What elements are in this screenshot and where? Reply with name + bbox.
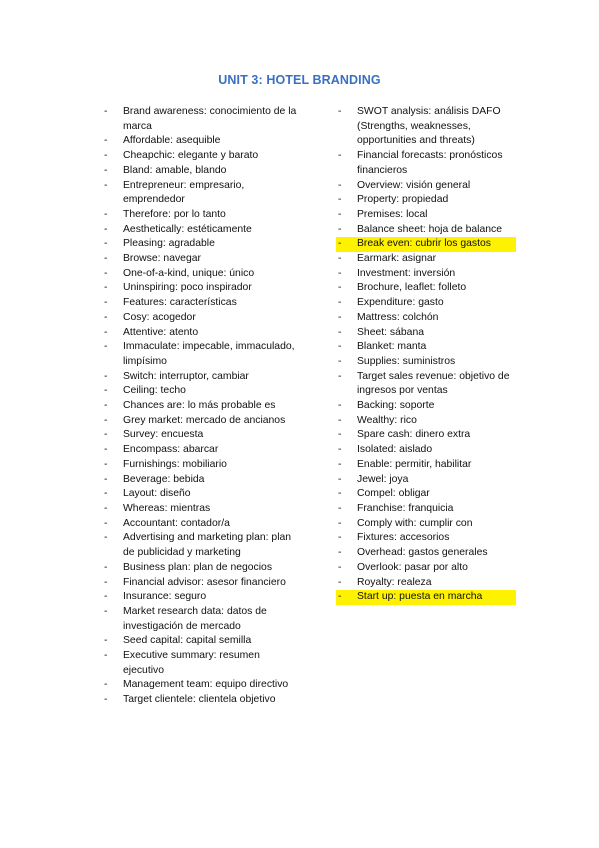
bullet-dash: - xyxy=(104,326,108,338)
bullet-dash: - xyxy=(338,444,342,456)
vocabulary-item xyxy=(336,531,516,546)
vocabulary-item xyxy=(336,296,516,311)
bullet-dash: - xyxy=(104,238,108,250)
term-text: Encompass: abarcar xyxy=(123,444,219,456)
term-text: Entrepreneur: empresario, emprendedor xyxy=(123,179,245,206)
vocabulary-item xyxy=(102,473,297,488)
vocabulary-item xyxy=(336,590,516,605)
term-text: Cosy: acogedor xyxy=(123,311,196,323)
term-text: SWOT analysis: análisis DAFO (Strengths, weaknesses, opportunities and threats) xyxy=(357,106,501,147)
term-text: Property: propiedad xyxy=(357,194,449,206)
bullet-dash: - xyxy=(338,473,342,485)
vocabulary-item xyxy=(336,487,516,502)
term-text: Overhead: gastos generales xyxy=(357,547,488,559)
vocabulary-item xyxy=(102,428,297,443)
vocabulary-item xyxy=(102,399,297,414)
term-text: Target sales revenue: objetivo de ingresos por ventas xyxy=(357,370,510,397)
vocabulary-item xyxy=(336,399,516,414)
bullet-dash: - xyxy=(104,694,108,706)
bullet-dash: - xyxy=(104,576,108,588)
vocabulary-item xyxy=(336,576,516,591)
bullet-dash: - xyxy=(104,561,108,573)
bullet-dash: - xyxy=(338,106,342,117)
bullet-dash: - xyxy=(104,311,108,323)
vocabulary-item xyxy=(102,223,297,238)
vocabulary-item xyxy=(102,649,297,678)
bullet-dash: - xyxy=(338,502,342,514)
term-text: Jewel: joya xyxy=(357,473,409,485)
bullet-dash: - xyxy=(104,297,108,309)
term-text: Attentive: atento xyxy=(123,326,199,338)
term-text: Immaculate: impecable, immaculado, limpísimo xyxy=(123,341,295,367)
vocabulary-item xyxy=(102,502,297,517)
term-text: Premises: local xyxy=(357,208,428,220)
vocabulary-item xyxy=(102,590,297,605)
bullet-dash: - xyxy=(104,679,108,691)
term-text: Affordable: asequible xyxy=(123,135,221,147)
term-text: Balance sheet: hoja de balance xyxy=(357,223,503,235)
term-text: Switch: interruptor, cambiar xyxy=(123,370,249,382)
vocabulary-list-right xyxy=(336,105,516,605)
vocabulary-item xyxy=(102,237,297,252)
vocabulary-item xyxy=(336,546,516,561)
term-text: Spare cash: dinero extra xyxy=(357,429,471,441)
term-text: Advertising and marketing plan: plan de publicidad y marketing xyxy=(123,532,292,559)
bullet-dash: - xyxy=(104,385,108,397)
vocabulary-item xyxy=(336,267,516,282)
bullet-dash: - xyxy=(338,400,342,412)
bullet-dash: - xyxy=(338,179,342,191)
term-text: Franchise: franquicia xyxy=(357,502,454,514)
vocabulary-item xyxy=(336,473,516,488)
term-text: Beverage: bebida xyxy=(123,473,205,485)
vocabulary-item xyxy=(102,634,297,649)
bullet-dash: - xyxy=(104,473,108,485)
vocabulary-item xyxy=(336,193,516,208)
bullet-dash: - xyxy=(104,517,108,529)
vocabulary-item xyxy=(336,370,516,399)
term-text: Expenditure: gasto xyxy=(357,297,444,309)
term-text: Uninspiring: poco inspirador xyxy=(123,282,252,294)
vocabulary-item xyxy=(336,149,516,178)
term-text: Target clientele: clientela objetivo xyxy=(123,694,276,706)
vocabulary-list-left xyxy=(102,105,297,708)
highlighted-term: Start up: puesta en marcha xyxy=(357,590,516,605)
term-text: Pleasing: agradable xyxy=(123,238,215,250)
term-text: Financial advisor: asesor financiero xyxy=(123,576,286,588)
vocabulary-item xyxy=(102,149,297,164)
bullet-dash: - xyxy=(338,194,342,206)
bullet-dash: - xyxy=(104,532,108,544)
bullet-dash: - xyxy=(104,179,108,191)
term-text: Business plan: plan de negocios xyxy=(123,561,273,573)
vocabulary-item xyxy=(102,517,297,532)
page-title: UNIT 3: HOTEL BRANDING xyxy=(218,73,381,87)
bullet-dash: - xyxy=(338,223,342,235)
bullet-dash: - xyxy=(104,414,108,426)
vocabulary-item xyxy=(102,458,297,473)
vocabulary-item xyxy=(102,693,297,708)
bullet-dash: - xyxy=(104,267,108,279)
bullet-dash: - xyxy=(338,547,342,559)
vocabulary-item xyxy=(102,561,297,576)
term-text: Mattress: colchón xyxy=(357,311,439,323)
term-text: Overlook: pasar por alto xyxy=(357,561,468,573)
term-text: Supplies: suministros xyxy=(357,355,456,367)
bullet-dash: - xyxy=(104,458,108,470)
term-text: Insurance: seguro xyxy=(123,591,207,603)
vocabulary-item xyxy=(102,340,297,369)
term-text: Brochure, leaflet: folleto xyxy=(357,282,467,294)
bullet-dash: - xyxy=(104,341,108,353)
bullet-dash: - xyxy=(104,635,108,647)
bullet-dash: - xyxy=(104,282,108,294)
vocabulary-item xyxy=(102,267,297,282)
bullet-dash: - xyxy=(336,590,357,605)
term-text: Executive summary: resumen ejecutivo xyxy=(123,650,260,676)
vocabulary-item xyxy=(336,517,516,532)
vocabulary-item xyxy=(336,340,516,355)
term-text: Enable: permitir, habilitar xyxy=(357,458,472,470)
bullet-dash: - xyxy=(338,561,342,573)
vocabulary-item xyxy=(336,237,516,252)
vocabulary-item xyxy=(336,355,516,370)
vocabulary-item xyxy=(336,561,516,576)
term-text: Browse: navegar xyxy=(123,253,201,265)
term-text: Blanket: manta xyxy=(357,341,427,353)
term-text: Investment: inversión xyxy=(357,267,456,279)
bullet-dash: - xyxy=(338,488,342,500)
term-text: Whereas: mientras xyxy=(123,502,211,514)
vocabulary-item xyxy=(102,414,297,429)
vocabulary-item xyxy=(336,458,516,473)
term-text: Layout: diseño xyxy=(123,488,191,500)
vocabulary-item xyxy=(102,384,297,399)
term-text: Wealthy: rico xyxy=(357,414,417,426)
bullet-dash: - xyxy=(104,400,108,412)
term-text: Brand awareness: conocimiento de la marca xyxy=(123,106,297,132)
bullet-dash: - xyxy=(104,253,108,265)
vocabulary-item xyxy=(102,678,297,693)
bullet-dash: - xyxy=(104,429,108,441)
term-text: Sheet: sábana xyxy=(357,326,425,338)
vocabulary-item xyxy=(102,326,297,341)
bullet-dash: - xyxy=(338,458,342,470)
term-text: Furnishings: mobiliario xyxy=(123,458,227,470)
vocabulary-item xyxy=(336,311,516,326)
vocabulary-item xyxy=(102,134,297,149)
bullet-dash: - xyxy=(338,355,342,367)
bullet-dash: - xyxy=(104,208,108,220)
term-text: Financial forecasts: pronósticos financieros xyxy=(357,150,503,176)
vocabulary-item xyxy=(102,605,297,634)
term-text: One-of-a-kind, unique: único xyxy=(123,267,255,279)
bullet-dash: - xyxy=(104,591,108,603)
vocabulary-item xyxy=(102,296,297,311)
term-text: Accountant: contador/a xyxy=(123,517,230,529)
bullet-dash: - xyxy=(104,135,108,147)
vocabulary-item xyxy=(336,414,516,429)
vocabulary-item xyxy=(336,428,516,443)
bullet-dash: - xyxy=(104,502,108,514)
bullet-dash: - xyxy=(338,253,342,265)
bullet-dash: - xyxy=(338,282,342,294)
bullet-dash: - xyxy=(104,370,108,382)
term-text: Cheapchic: elegante y barato xyxy=(123,150,259,162)
bullet-dash: - xyxy=(104,164,108,176)
term-text: Earmark: asignar xyxy=(357,253,437,265)
term-text: Backing: soporte xyxy=(357,400,435,412)
vocabulary-item xyxy=(102,531,297,560)
term-text: Market research data: datos de investigación de mercado xyxy=(123,605,267,632)
vocabulary-item xyxy=(102,105,297,134)
vocabulary-item xyxy=(336,281,516,296)
vocabulary-item xyxy=(336,443,516,458)
term-text: Overview: visión general xyxy=(357,179,471,191)
bullet-dash: - xyxy=(338,208,342,220)
bullet-dash: - xyxy=(338,532,342,544)
term-text: Comply with: cumplir con xyxy=(357,517,473,529)
vocabulary-item xyxy=(102,311,297,326)
bullet-dash: - xyxy=(336,237,357,252)
bullet-dash: - xyxy=(104,488,108,500)
vocabulary-item xyxy=(336,326,516,341)
vocabulary-item xyxy=(102,443,297,458)
term-text: Chances are: lo más probable es xyxy=(123,400,276,412)
term-text: Royalty: realeza xyxy=(357,576,432,588)
bullet-dash: - xyxy=(338,326,342,338)
bullet-dash: - xyxy=(104,444,108,456)
bullet-dash: - xyxy=(338,517,342,529)
vocabulary-item xyxy=(336,208,516,223)
term-text: Compel: obligar xyxy=(357,488,430,500)
term-text: Fixtures: accesorios xyxy=(357,532,450,544)
term-text: Management team: equipo directivo xyxy=(123,679,289,691)
vocabulary-item xyxy=(336,223,516,238)
term-text: Ceiling: techo xyxy=(123,385,186,397)
term-text: Survey: encuesta xyxy=(123,429,204,441)
vocabulary-item xyxy=(336,252,516,267)
bullet-dash: - xyxy=(104,223,108,235)
highlighted-term: Break even: cubrir los gastos xyxy=(357,237,516,252)
term-text: Seed capital: capital semilla xyxy=(123,635,252,647)
bullet-dash: - xyxy=(338,150,342,162)
bullet-dash: - xyxy=(338,414,342,426)
bullet-dash: - xyxy=(338,576,342,588)
vocabulary-item xyxy=(102,576,297,591)
vocabulary-item xyxy=(102,370,297,385)
term-text: Aesthetically: estéticamente xyxy=(123,223,252,235)
vocabulary-item xyxy=(336,179,516,194)
bullet-dash: - xyxy=(338,297,342,309)
term-text: Bland: amable, blando xyxy=(123,164,227,176)
vocabulary-item xyxy=(102,179,297,208)
term-text: Isolated: aislado xyxy=(357,444,433,456)
bullet-dash: - xyxy=(338,341,342,353)
vocabulary-item xyxy=(102,252,297,267)
vocabulary-item xyxy=(102,208,297,223)
vocabulary-item xyxy=(102,487,297,502)
vocabulary-item xyxy=(336,502,516,517)
bullet-dash: - xyxy=(104,605,108,617)
bullet-dash: - xyxy=(338,311,342,323)
vocabulary-item xyxy=(102,164,297,179)
term-text: Features: características xyxy=(123,297,237,309)
bullet-dash: - xyxy=(338,267,342,279)
vocabulary-item xyxy=(336,105,516,149)
bullet-dash: - xyxy=(338,429,342,441)
bullet-dash: - xyxy=(104,106,108,117)
bullet-dash: - xyxy=(104,650,108,662)
vocabulary-item xyxy=(102,281,297,296)
bullet-dash: - xyxy=(104,150,108,162)
term-text: Therefore: por lo tanto xyxy=(123,208,226,220)
bullet-dash: - xyxy=(338,370,342,382)
term-text: Grey market: mercado de ancianos xyxy=(123,414,286,426)
